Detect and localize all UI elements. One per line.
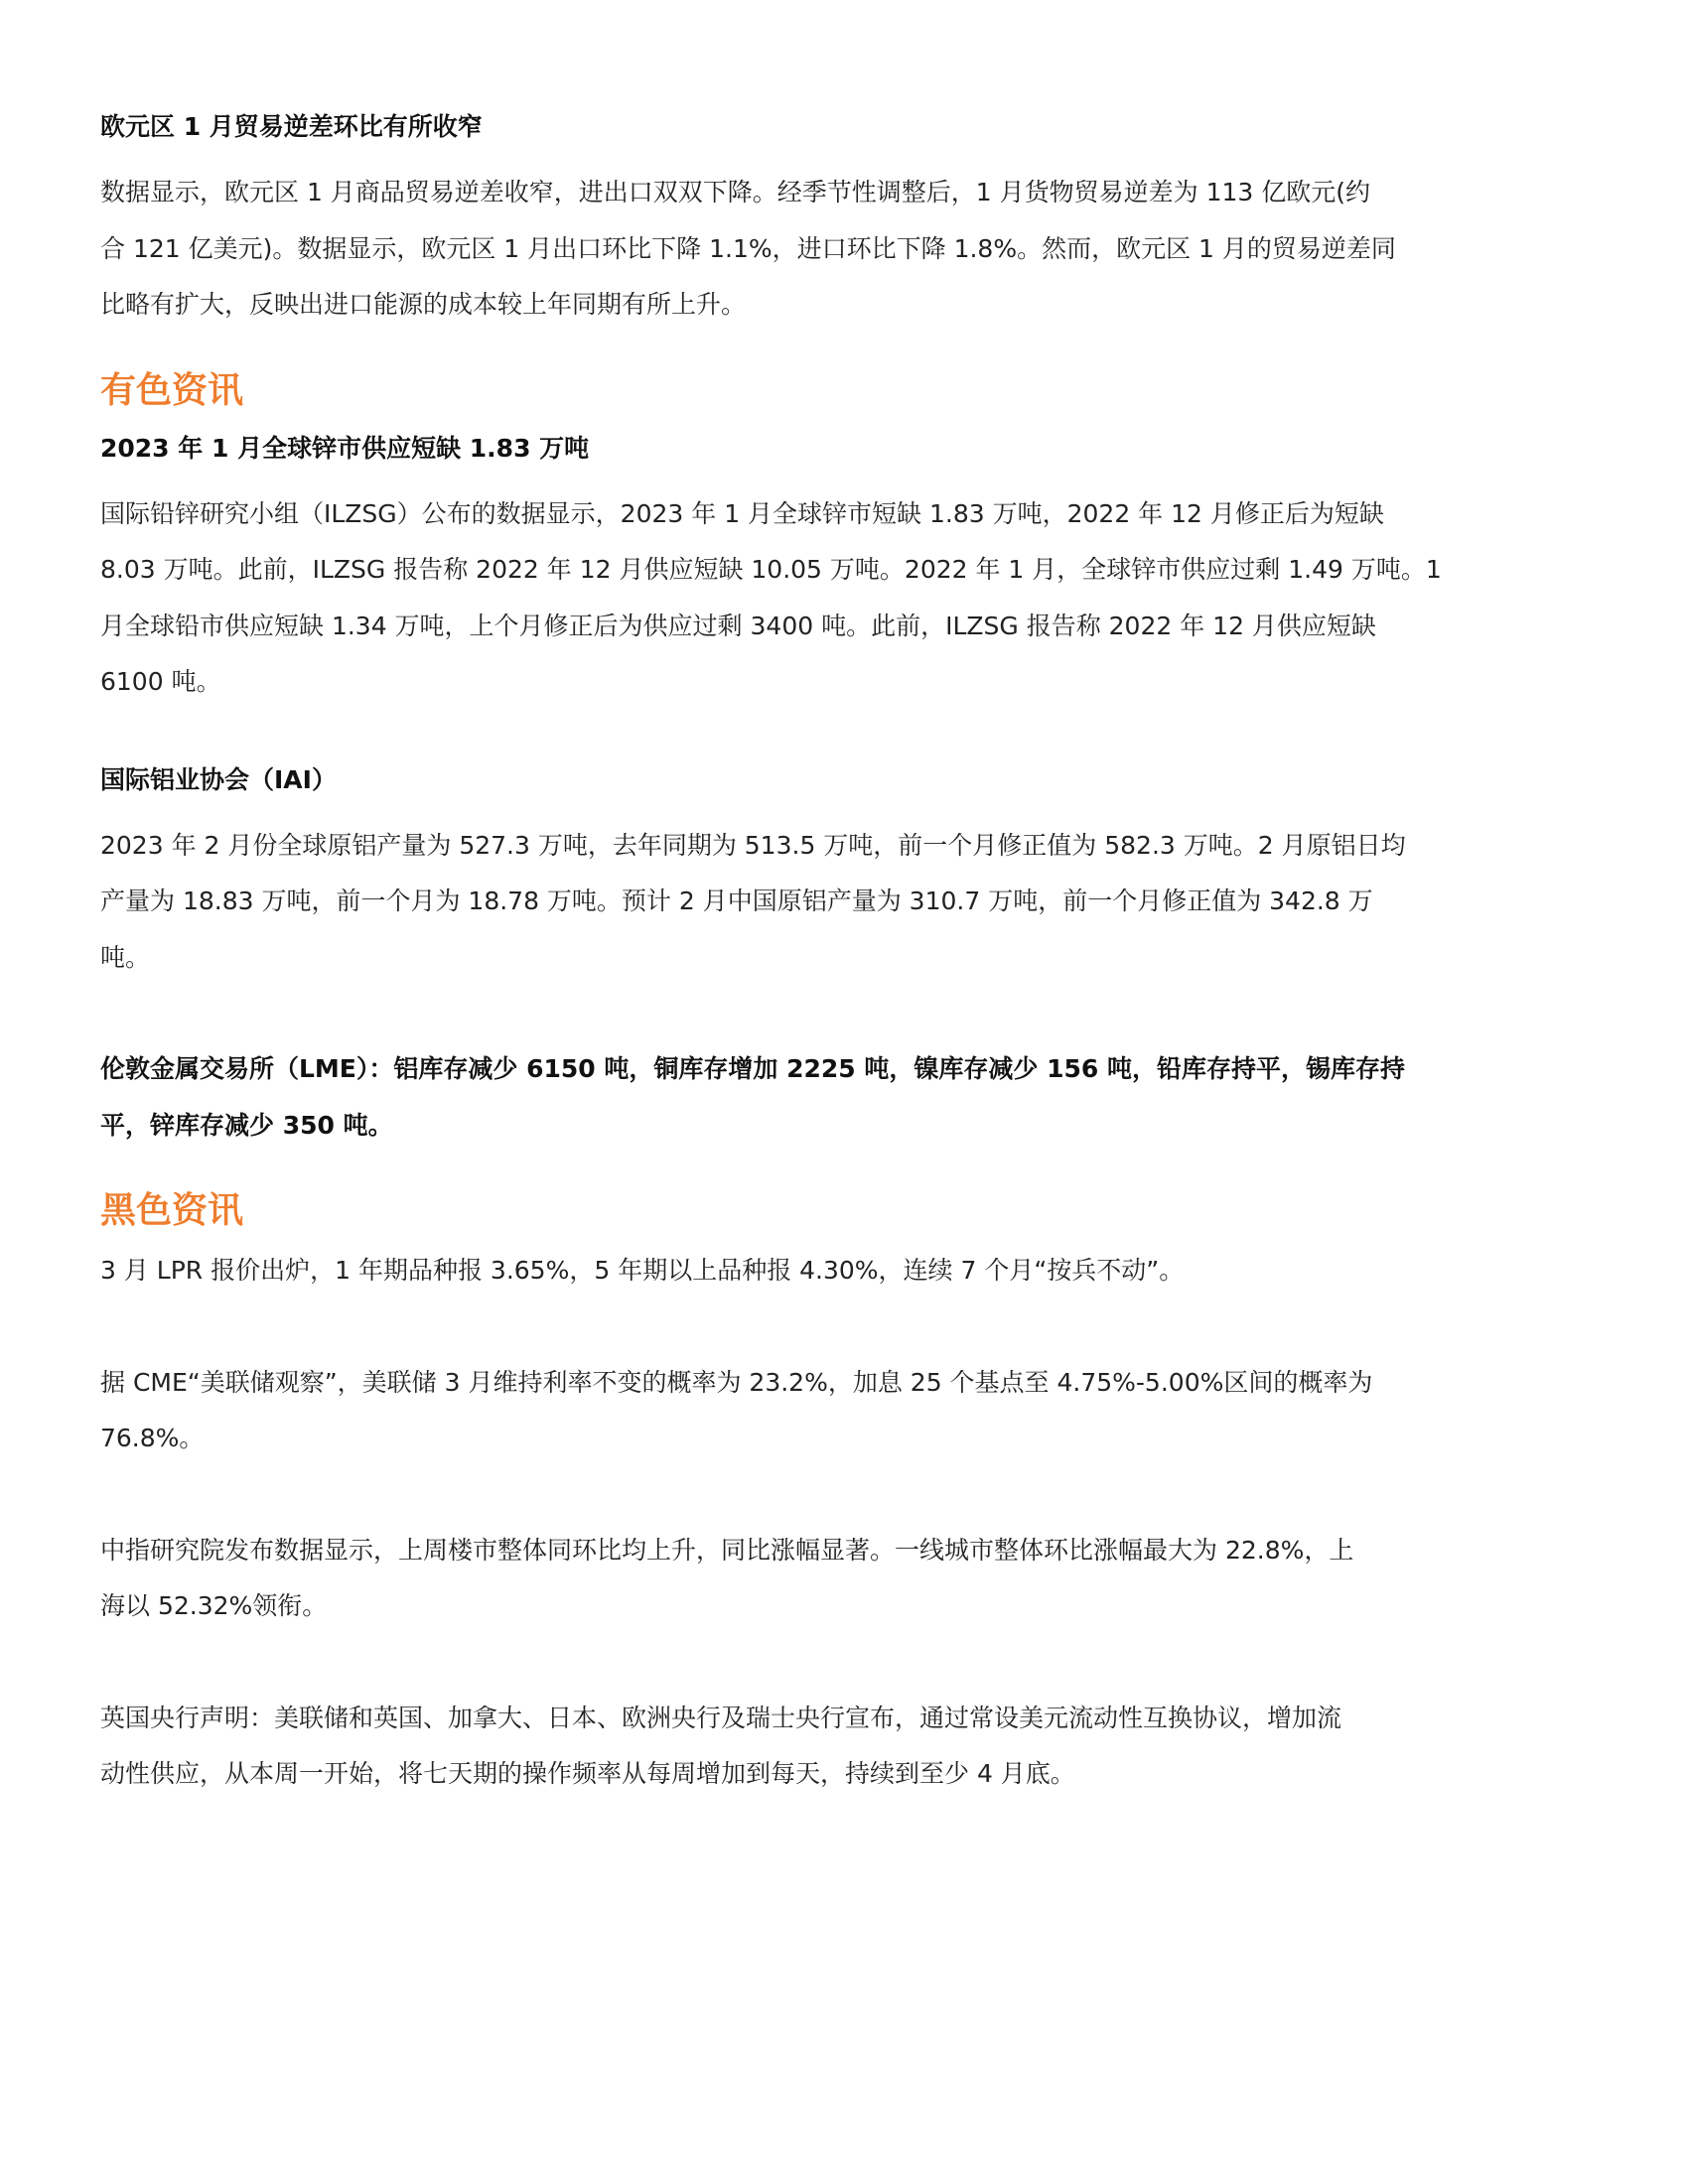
paragraph-line: 月全球铅市供应短缺 1.34 万吨，上个月修正后为供应过剩 3400 吨。此前，ILZSG 报告称 2022 年 12 月供应短缺 <box>100 611 1376 640</box>
zinc-paragraph <box>100 486 1590 711</box>
paragraph-line: 8.03 万吨。此前，ILZSG 报告称 2022 年 12 月供应短缺 10.05 万吨。2022 年 1 月，全球锌市供应过剩 1.49 万吨。1 <box>100 555 1442 584</box>
paragraph-line: 伦敦金属交易所（LME）：铝库存减少 6150 吨，铜库存增加 2225 吨，镍库存减少 156 吨，铅库存持平，锡库存持 <box>100 1054 1405 1083</box>
zinc-heading: 2023 年 1 月全球锌市供应短缺 1.83 万吨 <box>100 433 590 463</box>
paragraph-line: 动性供应，从本周一开始，将七天期的操作频率从每周增加到每天，持续到至少 4 月底。 <box>100 1759 1075 1788</box>
paragraph-line: 海以 52.32%领衔。 <box>100 1591 328 1620</box>
boe-paragraph <box>100 1691 1590 1803</box>
paragraph-line: 据 CME“美联储观察”，美联储 3 月维持利率不变的概率为 23.2%，加息 25 个基点至 4.75%-5.00%区间的概率为 <box>100 1367 1373 1397</box>
paragraph-line: 吨。 <box>100 942 151 972</box>
section-title-nonferrous: 有色资讯 <box>100 369 244 411</box>
paragraph-line: 6100 吨。 <box>100 667 221 696</box>
eurozone-heading: 欧元区 1 月贸易逆差环比有所收窄 <box>100 112 483 141</box>
paragraph-line: 国际铅锌研究小组（ILZSG）公布的数据显示，2023 年 1 月全球锌市短缺 1.83 万吨，2022 年 12 月修正后为短缺 <box>100 498 1384 528</box>
paragraph-line: 英国央行声明：美联储和英国、加拿大、日本、欧洲央行及瑞士央行宣布，通过常设美元流动性互换协议，增加流 <box>100 1703 1342 1732</box>
paragraph-line: 中指研究院发布数据显示，上周楼市整体同环比均上升，同比涨幅显著。一线城市整体环比涨幅最大为 22.8%，上 <box>100 1535 1354 1565</box>
iai-paragraph <box>100 818 1590 987</box>
iai-heading: 国际铝业协会（IAI） <box>100 764 337 794</box>
cme-paragraph <box>100 1355 1590 1467</box>
eurozone-paragraph <box>100 165 1590 334</box>
paragraph-line: 产量为 18.83 万吨，前一个月为 18.78 万吨。预计 2 月中国原铝产量为 310.7 万吨，前一个月修正值为 342.8 万 <box>100 887 1373 915</box>
paragraph-line: 合 121 亿美元)。数据显示，欧元区 1 月出口环比下降 1.1%，进口环比下降 1.8%。然而，欧元区 1 月的贸易逆差同 <box>100 233 1396 263</box>
document-page <box>100 107 1590 1803</box>
paragraph-line: 76.8%。 <box>100 1424 205 1452</box>
property-paragraph <box>100 1523 1590 1635</box>
paragraph-line: 2023 年 2 月份全球原铝产量为 527.3 万吨，去年同期为 513.5 万吨，前一个月修正值为 582.3 万吨。2 月原铝日均 <box>100 830 1406 860</box>
paragraph-line: 比略有扩大，反映出进口能源的成本较上年同期有所上升。 <box>100 290 747 319</box>
paragraph-line: 3 月 LPR 报价出炉，1 年期品种报 3.65%，5 年期以上品种报 4.30%，连续 7 个月“按兵不动”。 <box>100 1256 1185 1285</box>
section-title-ferrous: 黑色资讯 <box>100 1190 244 1231</box>
paragraph-line: 平，锌库存减少 350 吨。 <box>100 1110 393 1140</box>
lpr-paragraph <box>100 1243 1590 1299</box>
lme-paragraph <box>100 1041 1590 1154</box>
paragraph-line: 数据显示，欧元区 1 月商品贸易逆差收窄，进出口双双下降。经季节性调整后，1 月货物贸易逆差为 113 亿欧元(约 <box>100 178 1371 206</box>
